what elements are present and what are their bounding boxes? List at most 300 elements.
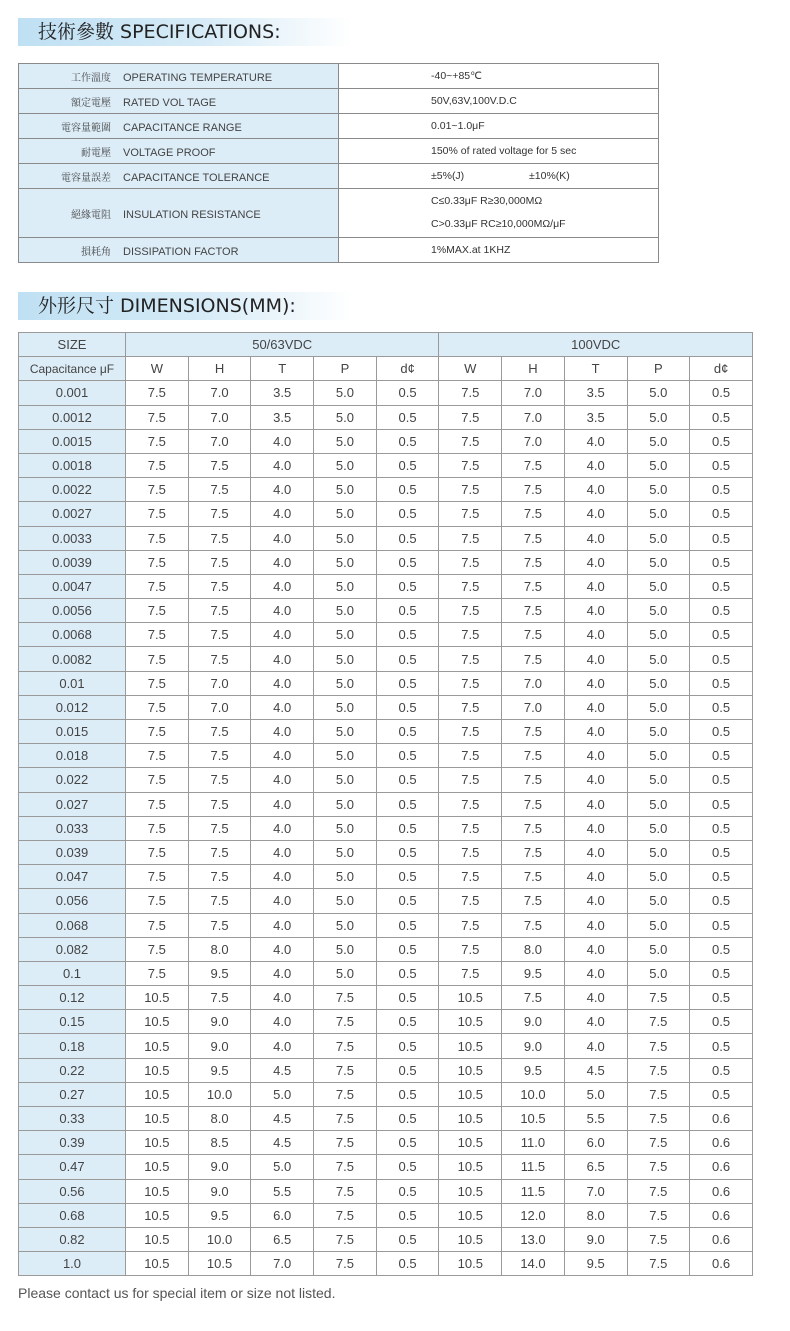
table-row bbox=[19, 574, 753, 598]
table-cell: 7.5 bbox=[502, 526, 565, 550]
table-cell: 7.5 bbox=[439, 840, 502, 864]
table-row bbox=[19, 816, 753, 840]
table-cell: 4.0 bbox=[251, 647, 314, 671]
table-cell: 7.5 bbox=[188, 792, 251, 816]
table-cell: 7.5 bbox=[502, 840, 565, 864]
column-header-a-0: W bbox=[126, 357, 189, 381]
table-cell: 4.0 bbox=[251, 478, 314, 502]
table-cell: 5.0 bbox=[314, 623, 377, 647]
table-cell: 5.0 bbox=[314, 599, 377, 623]
table-cell: 0.5 bbox=[376, 405, 439, 429]
table-row bbox=[19, 453, 753, 477]
table-cell: 5.0 bbox=[251, 1082, 314, 1106]
capacitance-cell: 0.33 bbox=[19, 1107, 126, 1131]
spec-label bbox=[19, 189, 339, 238]
table-cell: 7.5 bbox=[502, 599, 565, 623]
table-cell: 9.0 bbox=[188, 1155, 251, 1179]
table-cell: 5.0 bbox=[314, 429, 377, 453]
table-cell: 5.0 bbox=[314, 526, 377, 550]
table-cell: 4.0 bbox=[251, 1034, 314, 1058]
table-row bbox=[19, 526, 753, 550]
table-cell: 7.5 bbox=[627, 1010, 690, 1034]
table-cell: 0.5 bbox=[376, 453, 439, 477]
table-cell: 7.5 bbox=[314, 1179, 377, 1203]
capacitance-cell: 0.001 bbox=[19, 381, 126, 405]
table-cell: 8.0 bbox=[188, 1107, 251, 1131]
table-cell: 7.5 bbox=[627, 1082, 690, 1106]
table-cell: 7.5 bbox=[126, 865, 189, 889]
tolerance-k: ±10%(K) bbox=[529, 170, 570, 182]
table-cell: 10.5 bbox=[439, 1058, 502, 1082]
table-cell: 5.5 bbox=[564, 1107, 627, 1131]
table-cell: 7.5 bbox=[126, 744, 189, 768]
table-cell: 7.5 bbox=[502, 792, 565, 816]
table-cell: 12.0 bbox=[502, 1203, 565, 1227]
table-row bbox=[19, 744, 753, 768]
table-cell: 7.0 bbox=[564, 1179, 627, 1203]
table-cell: 7.5 bbox=[439, 502, 502, 526]
table-row bbox=[19, 840, 753, 864]
spec-label-en: DISSIPATION FACTOR bbox=[123, 245, 239, 258]
table-cell: 7.5 bbox=[314, 1131, 377, 1155]
spec-label-cn: 電容量範圍 bbox=[61, 122, 111, 134]
table-cell: 0.5 bbox=[690, 429, 753, 453]
capacitance-cell: 0.0033 bbox=[19, 526, 126, 550]
table-cell: 4.0 bbox=[564, 768, 627, 792]
table-cell: 9.5 bbox=[564, 1252, 627, 1276]
table-cell: 7.5 bbox=[126, 889, 189, 913]
spec-label-cn: 耐電壓 bbox=[81, 147, 111, 159]
table-row bbox=[19, 961, 753, 985]
table-row bbox=[19, 502, 753, 526]
table-cell: 7.5 bbox=[627, 1034, 690, 1058]
table-cell: 5.0 bbox=[314, 840, 377, 864]
table-cell: 7.5 bbox=[188, 550, 251, 574]
table-cell: 10.5 bbox=[126, 1179, 189, 1203]
table-cell: 10.5 bbox=[439, 1155, 502, 1179]
table-cell: 7.5 bbox=[439, 792, 502, 816]
table-cell: 0.5 bbox=[376, 1252, 439, 1276]
table-cell: 10.5 bbox=[126, 1107, 189, 1131]
capacitance-cell: 0.15 bbox=[19, 1010, 126, 1034]
table-row bbox=[19, 429, 753, 453]
table-cell: 4.0 bbox=[251, 840, 314, 864]
table-cell: 7.5 bbox=[314, 1010, 377, 1034]
table-cell: 6.5 bbox=[251, 1227, 314, 1251]
table-cell: 4.0 bbox=[251, 913, 314, 937]
table-cell: 7.5 bbox=[314, 1107, 377, 1131]
table-cell: 5.0 bbox=[627, 429, 690, 453]
capacitance-cell: 0.82 bbox=[19, 1227, 126, 1251]
table-cell: 0.5 bbox=[690, 695, 753, 719]
table-cell: 5.0 bbox=[627, 405, 690, 429]
table-cell: 4.0 bbox=[564, 671, 627, 695]
table-row bbox=[19, 381, 753, 405]
table-cell: 7.5 bbox=[314, 1227, 377, 1251]
table-cell: 7.5 bbox=[314, 1203, 377, 1227]
table-cell: 7.5 bbox=[502, 502, 565, 526]
spec-label-en: INSULATION RESISTANCE bbox=[123, 208, 261, 221]
table-cell: 4.0 bbox=[564, 792, 627, 816]
table-cell: 7.5 bbox=[126, 647, 189, 671]
table-row bbox=[19, 792, 753, 816]
spec-label-en: CAPACITANCE TOLERANCE bbox=[123, 171, 270, 184]
table-cell: 11.5 bbox=[502, 1179, 565, 1203]
table-cell: 4.0 bbox=[564, 889, 627, 913]
table-cell: 0.5 bbox=[690, 526, 753, 550]
table-cell: 7.5 bbox=[439, 768, 502, 792]
table-cell: 0.5 bbox=[376, 647, 439, 671]
table-cell: 7.5 bbox=[439, 453, 502, 477]
spec-row bbox=[19, 89, 659, 114]
table-cell: 0.5 bbox=[376, 986, 439, 1010]
table-cell: 7.5 bbox=[188, 720, 251, 744]
table-cell: 4.0 bbox=[251, 937, 314, 961]
table-cell: 7.5 bbox=[126, 429, 189, 453]
table-row bbox=[19, 1034, 753, 1058]
spec-label-en: RATED VOL TAGE bbox=[123, 96, 217, 109]
column-header-a-2: T bbox=[251, 357, 314, 381]
capacitance-cell: 0.47 bbox=[19, 1155, 126, 1179]
table-cell: 5.0 bbox=[314, 792, 377, 816]
table-cell: 0.5 bbox=[690, 937, 753, 961]
table-cell: 10.5 bbox=[439, 1082, 502, 1106]
table-cell: 10.5 bbox=[439, 1010, 502, 1034]
table-cell: 7.5 bbox=[126, 792, 189, 816]
table-cell: 4.5 bbox=[564, 1058, 627, 1082]
spec-label-en: CAPACITANCE RANGE bbox=[123, 121, 242, 134]
table-cell: 7.5 bbox=[126, 502, 189, 526]
dim-header-row bbox=[19, 333, 753, 357]
capacitance-cell: 0.082 bbox=[19, 937, 126, 961]
table-cell: 5.0 bbox=[314, 550, 377, 574]
table-cell: 4.0 bbox=[564, 986, 627, 1010]
table-cell: 7.5 bbox=[439, 889, 502, 913]
table-cell: 0.5 bbox=[376, 478, 439, 502]
spec-row-insulation bbox=[19, 189, 659, 238]
capacitance-cell: 0.0047 bbox=[19, 574, 126, 598]
table-cell: 4.0 bbox=[251, 695, 314, 719]
table-cell: 0.5 bbox=[376, 1058, 439, 1082]
table-cell: 10.5 bbox=[126, 1058, 189, 1082]
table-cell: 0.5 bbox=[376, 961, 439, 985]
table-cell: 0.5 bbox=[376, 792, 439, 816]
table-cell: 7.5 bbox=[502, 647, 565, 671]
spec-value: -40~+85℃ bbox=[339, 64, 659, 89]
table-cell: 7.5 bbox=[314, 1082, 377, 1106]
spec-label-cn: 絕緣電阻 bbox=[71, 209, 111, 221]
capacitance-cell: 0.022 bbox=[19, 768, 126, 792]
column-header-a-4: d¢ bbox=[376, 357, 439, 381]
table-cell: 5.0 bbox=[314, 768, 377, 792]
table-cell: 7.5 bbox=[439, 550, 502, 574]
table-cell: 0.5 bbox=[690, 623, 753, 647]
table-cell: 7.5 bbox=[502, 986, 565, 1010]
table-cell: 10.0 bbox=[502, 1082, 565, 1106]
spec-label bbox=[19, 238, 339, 263]
table-cell: 7.5 bbox=[439, 720, 502, 744]
table-cell: 4.0 bbox=[251, 744, 314, 768]
table-cell: 10.5 bbox=[502, 1107, 565, 1131]
table-cell: 10.5 bbox=[126, 1227, 189, 1251]
table-cell: 5.0 bbox=[627, 453, 690, 477]
table-cell: 7.5 bbox=[126, 526, 189, 550]
table-row bbox=[19, 1227, 753, 1251]
table-cell: 7.5 bbox=[439, 865, 502, 889]
table-cell: 5.0 bbox=[627, 816, 690, 840]
column-header-b-1: H bbox=[502, 357, 565, 381]
column-header-b-2: T bbox=[564, 357, 627, 381]
spec-label bbox=[19, 114, 339, 139]
table-cell: 5.0 bbox=[314, 381, 377, 405]
spec-value bbox=[339, 189, 659, 238]
table-cell: 0.5 bbox=[690, 792, 753, 816]
table-cell: 10.5 bbox=[439, 1131, 502, 1155]
table-cell: 5.0 bbox=[627, 671, 690, 695]
table-cell: 5.0 bbox=[314, 937, 377, 961]
table-row bbox=[19, 550, 753, 574]
table-cell: 7.0 bbox=[502, 405, 565, 429]
table-cell: 7.5 bbox=[502, 768, 565, 792]
dimensions-section-title: 外形尺寸 DIMENSIONS(MM): bbox=[18, 292, 353, 320]
spec-row-dissipation bbox=[19, 238, 659, 263]
table-cell: 7.5 bbox=[502, 550, 565, 574]
table-cell: 0.5 bbox=[376, 574, 439, 598]
spec-label-cn: 額定電壓 bbox=[71, 97, 111, 109]
table-cell: 5.0 bbox=[627, 381, 690, 405]
table-cell: 5.0 bbox=[314, 671, 377, 695]
table-cell: 7.5 bbox=[439, 961, 502, 985]
table-cell: 0.5 bbox=[376, 768, 439, 792]
table-cell: 0.5 bbox=[690, 647, 753, 671]
spec-value bbox=[339, 164, 659, 189]
table-cell: 0.5 bbox=[376, 865, 439, 889]
capacitance-cell: 0.0056 bbox=[19, 599, 126, 623]
column-header-a-3: P bbox=[314, 357, 377, 381]
table-cell: 7.5 bbox=[126, 840, 189, 864]
table-cell: 7.0 bbox=[188, 671, 251, 695]
table-cell: 0.5 bbox=[376, 816, 439, 840]
table-cell: 7.5 bbox=[188, 865, 251, 889]
table-cell: 0.5 bbox=[376, 1155, 439, 1179]
capacitance-cell: 0.027 bbox=[19, 792, 126, 816]
table-cell: 9.0 bbox=[188, 1034, 251, 1058]
table-cell: 0.5 bbox=[690, 986, 753, 1010]
table-row bbox=[19, 937, 753, 961]
capacitance-cell: 0.1 bbox=[19, 961, 126, 985]
table-cell: 7.5 bbox=[126, 961, 189, 985]
group-header-50-63vdc: 50/63VDC bbox=[126, 333, 439, 357]
column-header-b-3: P bbox=[627, 357, 690, 381]
table-cell: 0.5 bbox=[690, 381, 753, 405]
table-cell: 5.0 bbox=[314, 695, 377, 719]
capacitance-cell: 1.0 bbox=[19, 1252, 126, 1276]
table-cell: 10.5 bbox=[439, 1179, 502, 1203]
table-cell: 7.5 bbox=[502, 744, 565, 768]
table-cell: 10.5 bbox=[439, 1034, 502, 1058]
table-cell: 4.0 bbox=[564, 599, 627, 623]
table-cell: 7.5 bbox=[188, 647, 251, 671]
table-cell: 0.5 bbox=[376, 550, 439, 574]
table-cell: 0.5 bbox=[376, 1227, 439, 1251]
capacitance-cell: 0.012 bbox=[19, 695, 126, 719]
table-cell: 10.5 bbox=[439, 1227, 502, 1251]
table-cell: 10.5 bbox=[126, 986, 189, 1010]
table-cell: 5.0 bbox=[564, 1082, 627, 1106]
table-row bbox=[19, 1252, 753, 1276]
table-cell: 10.5 bbox=[439, 1252, 502, 1276]
table-cell: 5.0 bbox=[627, 889, 690, 913]
table-cell: 5.0 bbox=[314, 478, 377, 502]
insulation-line-1: C≤0.33μF R≥30,000MΩ bbox=[431, 195, 543, 207]
table-cell: 7.5 bbox=[188, 816, 251, 840]
table-cell: 8.0 bbox=[564, 1203, 627, 1227]
table-cell: 4.0 bbox=[251, 453, 314, 477]
table-cell: 10.5 bbox=[126, 1203, 189, 1227]
spec-value: 50V,63V,100V.D.C bbox=[339, 89, 659, 114]
table-cell: 9.0 bbox=[188, 1179, 251, 1203]
table-cell: 5.0 bbox=[627, 502, 690, 526]
table-cell: 7.5 bbox=[627, 1155, 690, 1179]
table-cell: 0.5 bbox=[376, 381, 439, 405]
table-cell: 8.0 bbox=[502, 937, 565, 961]
table-cell: 7.5 bbox=[439, 478, 502, 502]
table-cell: 4.0 bbox=[564, 526, 627, 550]
capacitance-cell: 0.0022 bbox=[19, 478, 126, 502]
table-cell: 7.5 bbox=[126, 720, 189, 744]
table-cell: 7.5 bbox=[314, 1252, 377, 1276]
capacitance-cell: 0.068 bbox=[19, 913, 126, 937]
table-cell: 3.5 bbox=[564, 381, 627, 405]
table-cell: 0.5 bbox=[376, 1082, 439, 1106]
spec-label bbox=[19, 89, 339, 114]
table-cell: 0.5 bbox=[690, 502, 753, 526]
spec-label-cn: 電容量誤差 bbox=[61, 172, 111, 184]
table-cell: 0.5 bbox=[690, 768, 753, 792]
table-cell: 7.5 bbox=[126, 599, 189, 623]
table-row bbox=[19, 865, 753, 889]
table-cell: 9.5 bbox=[502, 961, 565, 985]
table-cell: 4.0 bbox=[251, 574, 314, 598]
table-cell: 7.5 bbox=[439, 913, 502, 937]
table-cell: 7.5 bbox=[627, 1227, 690, 1251]
table-row bbox=[19, 1131, 753, 1155]
table-cell: 7.5 bbox=[502, 574, 565, 598]
table-cell: 5.0 bbox=[627, 840, 690, 864]
spec-label bbox=[19, 139, 339, 164]
table-cell: 7.5 bbox=[188, 840, 251, 864]
column-header-b-0: W bbox=[439, 357, 502, 381]
table-cell: 0.5 bbox=[376, 695, 439, 719]
table-cell: 7.0 bbox=[188, 695, 251, 719]
table-cell: 5.0 bbox=[314, 816, 377, 840]
table-cell: 5.0 bbox=[314, 720, 377, 744]
table-cell: 5.0 bbox=[314, 865, 377, 889]
table-cell: 7.5 bbox=[502, 623, 565, 647]
table-cell: 4.0 bbox=[564, 720, 627, 744]
table-cell: 7.0 bbox=[188, 381, 251, 405]
column-header-b-4: d¢ bbox=[690, 357, 753, 381]
table-cell: 9.0 bbox=[564, 1227, 627, 1251]
table-cell: 0.6 bbox=[690, 1227, 753, 1251]
table-row bbox=[19, 671, 753, 695]
table-row bbox=[19, 889, 753, 913]
table-cell: 0.5 bbox=[690, 913, 753, 937]
table-cell: 0.5 bbox=[376, 599, 439, 623]
table-cell: 4.0 bbox=[564, 840, 627, 864]
table-cell: 0.5 bbox=[376, 429, 439, 453]
capacitance-cell: 0.39 bbox=[19, 1131, 126, 1155]
spec-label-en: VOLTAGE PROOF bbox=[123, 146, 216, 159]
capacitance-cell: 0.18 bbox=[19, 1034, 126, 1058]
table-cell: 7.5 bbox=[439, 429, 502, 453]
table-cell: 7.5 bbox=[627, 1058, 690, 1082]
table-cell: 4.5 bbox=[251, 1107, 314, 1131]
table-cell: 0.5 bbox=[690, 1034, 753, 1058]
table-cell: 5.0 bbox=[314, 913, 377, 937]
table-cell: 6.0 bbox=[564, 1131, 627, 1155]
spec-row bbox=[19, 114, 659, 139]
table-cell: 9.5 bbox=[188, 1058, 251, 1082]
table-cell: 5.0 bbox=[627, 865, 690, 889]
table-cell: 4.0 bbox=[251, 502, 314, 526]
table-cell: 10.5 bbox=[126, 1010, 189, 1034]
table-cell: 4.0 bbox=[564, 623, 627, 647]
table-cell: 11.5 bbox=[502, 1155, 565, 1179]
table-cell: 7.5 bbox=[188, 768, 251, 792]
table-cell: 0.5 bbox=[690, 550, 753, 574]
table-cell: 10.0 bbox=[188, 1082, 251, 1106]
table-cell: 4.0 bbox=[564, 647, 627, 671]
table-cell: 0.6 bbox=[690, 1203, 753, 1227]
table-cell: 7.5 bbox=[502, 913, 565, 937]
table-cell: 8.0 bbox=[188, 937, 251, 961]
table-cell: 0.5 bbox=[690, 840, 753, 864]
table-cell: 7.5 bbox=[188, 986, 251, 1010]
capacitance-cell: 0.0015 bbox=[19, 429, 126, 453]
capacitance-cell: 0.0018 bbox=[19, 453, 126, 477]
table-cell: 7.5 bbox=[126, 768, 189, 792]
table-cell: 5.0 bbox=[627, 792, 690, 816]
capacitance-cell: 0.01 bbox=[19, 671, 126, 695]
table-cell: 5.5 bbox=[251, 1179, 314, 1203]
table-cell: 5.0 bbox=[314, 889, 377, 913]
capacitance-cell: 0.033 bbox=[19, 816, 126, 840]
table-row bbox=[19, 647, 753, 671]
table-cell: 4.5 bbox=[251, 1058, 314, 1082]
table-cell: 3.5 bbox=[251, 405, 314, 429]
table-cell: 5.0 bbox=[627, 961, 690, 985]
table-cell: 0.5 bbox=[376, 744, 439, 768]
dim-column-header-row bbox=[19, 357, 753, 381]
table-cell: 5.0 bbox=[627, 937, 690, 961]
table-cell: 4.0 bbox=[251, 526, 314, 550]
table-cell: 6.0 bbox=[251, 1203, 314, 1227]
table-cell: 4.0 bbox=[251, 986, 314, 1010]
table-cell: 7.5 bbox=[188, 889, 251, 913]
table-cell: 10.5 bbox=[126, 1155, 189, 1179]
capacitance-cell: 0.018 bbox=[19, 744, 126, 768]
table-cell: 0.5 bbox=[690, 865, 753, 889]
table-cell: 4.0 bbox=[564, 937, 627, 961]
capacitance-cell: 0.56 bbox=[19, 1179, 126, 1203]
table-cell: 0.5 bbox=[376, 1010, 439, 1034]
table-cell: 5.0 bbox=[314, 647, 377, 671]
table-cell: 4.0 bbox=[564, 429, 627, 453]
table-cell: 7.5 bbox=[126, 695, 189, 719]
capacitance-cell: 0.68 bbox=[19, 1203, 126, 1227]
table-cell: 10.5 bbox=[126, 1252, 189, 1276]
